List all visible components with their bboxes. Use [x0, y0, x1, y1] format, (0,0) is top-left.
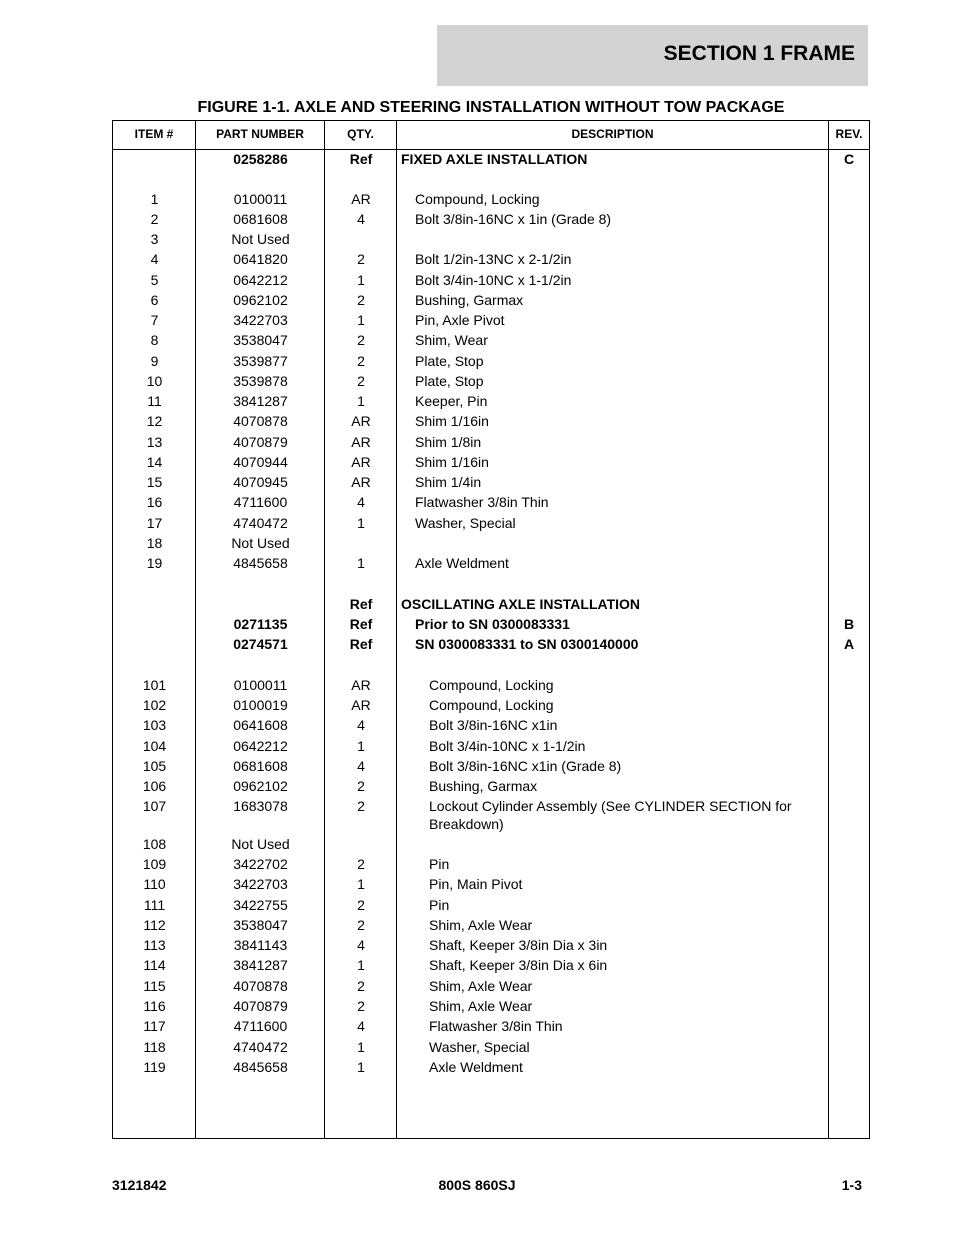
item-number-cell: 106 — [142, 778, 167, 794]
description-cell: Shim, Axle Wear — [429, 998, 533, 1014]
description-cell: Washer, Special — [429, 1039, 530, 1055]
description-cell: Prior to SN 0300083331 — [415, 616, 570, 632]
part-number-cell: 4711600 — [233, 494, 288, 510]
description-cell: Shim, Wear — [415, 332, 488, 348]
quantity-cell: 1 — [357, 876, 365, 892]
description-cell: FIXED AXLE INSTALLATION — [401, 151, 588, 167]
description-cell: Shim 1/8in — [415, 434, 482, 450]
description-cell: OSCILLATING AXLE INSTALLATION — [401, 596, 641, 612]
description-cell: Shim 1/4in — [415, 474, 482, 490]
description-cell: Shim 1/16in — [415, 413, 489, 429]
part-number-cell: 4070944 — [233, 454, 288, 470]
quantity-cell: 1 — [357, 1059, 365, 1075]
item-number-cell: 1 — [150, 191, 159, 207]
item-number-cell: 114 — [143, 957, 166, 973]
item-number-cell: 6 — [150, 292, 159, 308]
part-number-cell: 4740472 — [233, 515, 288, 531]
part-number-cell: 0258286 — [233, 151, 288, 167]
item-number-cell: 105 — [142, 758, 167, 774]
quantity-cell: AR — [351, 434, 371, 450]
part-number-cell: 0681608 — [233, 211, 288, 227]
description-cell: Plate, Stop — [415, 373, 484, 389]
item-number-cell: 3 — [150, 231, 159, 247]
item-number-cell: 15 — [146, 474, 163, 490]
quantity-cell: Ref — [349, 151, 373, 167]
header-rev: REV. — [835, 127, 863, 141]
part-number-cell: 1683078 — [233, 798, 288, 814]
description-cell: SN 0300083331 to SN 0300140000 — [415, 636, 639, 652]
item-number-cell: 116 — [143, 998, 166, 1014]
part-number-cell: 4711600 — [233, 1018, 288, 1034]
item-number-cell: 17 — [146, 515, 163, 531]
item-number-cell: 10 — [146, 373, 163, 389]
quantity-cell: 1 — [357, 555, 365, 571]
section-title: SECTION 1 FRAME — [663, 42, 855, 65]
description-cell: Pin, Axle Pivot — [415, 312, 505, 328]
part-number-cell: 0100019 — [233, 697, 288, 713]
item-number-cell: 18 — [146, 535, 163, 551]
item-number-cell: 118 — [143, 1039, 166, 1055]
header-description: DESCRIPTION — [571, 127, 654, 141]
quantity-cell: 1 — [357, 272, 365, 288]
parts-table — [112, 120, 870, 1139]
part-number-cell: 4070945 — [233, 474, 288, 490]
part-number-cell: 3538047 — [233, 332, 288, 348]
quantity-cell: 4 — [357, 937, 365, 953]
quantity-cell: 2 — [357, 998, 365, 1014]
item-number-cell: 19 — [146, 555, 163, 571]
footer-model: 800S 860SJ — [438, 1177, 516, 1193]
description-cell: Compound, Locking — [429, 677, 554, 693]
item-number-cell: 4 — [150, 251, 159, 267]
section-banner — [437, 25, 868, 86]
part-number-cell: 0274571 — [233, 636, 288, 652]
description-cell: Flatwasher 3/8in Thin — [429, 1018, 563, 1034]
quantity-cell: 2 — [357, 292, 365, 308]
part-number-cell: Not Used — [231, 836, 290, 852]
part-number-cell: 3538047 — [233, 917, 288, 933]
description-cell: Axle Weldment — [415, 555, 509, 571]
description-cell: Pin — [429, 897, 450, 913]
part-number-cell: 3539877 — [233, 353, 288, 369]
quantity-cell: 2 — [357, 251, 365, 267]
part-number-cell: 3422702 — [233, 856, 288, 872]
quantity-cell: AR — [351, 677, 371, 693]
quantity-cell: 2 — [357, 332, 365, 348]
quantity-cell: 1 — [357, 738, 365, 754]
part-number-cell: 3422755 — [233, 897, 288, 913]
part-number-cell: 0962102 — [233, 778, 288, 794]
footer-doc-number: 3121842 — [112, 1177, 167, 1193]
item-number-cell: 16 — [146, 494, 163, 510]
quantity-cell: 2 — [357, 353, 365, 369]
item-number-cell: 101 — [142, 677, 167, 693]
item-number-cell: 7 — [150, 312, 159, 328]
quantity-cell: AR — [351, 454, 371, 470]
part-number-cell: 4070879 — [233, 434, 288, 450]
quantity-cell: 4 — [357, 717, 365, 733]
item-number-cell: 119 — [143, 1059, 166, 1075]
part-number-cell: 3539878 — [233, 373, 288, 389]
description-cell: Bolt 3/4in-10NC x 1-1/2in — [415, 272, 572, 288]
quantity-cell: 4 — [357, 758, 365, 774]
description-cell: Bolt 3/4in-10NC x 1-1/2in — [429, 738, 586, 754]
revision-cell: A — [843, 636, 855, 652]
item-number-cell: 103 — [142, 717, 167, 733]
description-cell: Shim 1/16in — [415, 454, 489, 470]
item-number-cell: 13 — [146, 434, 163, 450]
item-number-cell: 110 — [143, 876, 166, 892]
quantity-cell: 2 — [357, 778, 365, 794]
quantity-cell: AR — [351, 697, 371, 713]
header-qty: QTY. — [347, 127, 374, 141]
part-number-cell: 4740472 — [233, 1039, 288, 1055]
description-cell: Shaft, Keeper 3/8in Dia x 3in — [429, 937, 608, 953]
part-number-cell: 0641820 — [233, 251, 288, 267]
part-number-cell: 4070879 — [233, 998, 288, 1014]
part-number-cell: 4845658 — [233, 1059, 288, 1075]
description-cell: Bushing, Garmax — [415, 292, 524, 308]
part-number-cell: 4070878 — [233, 978, 288, 994]
part-number-cell: 0681608 — [233, 758, 288, 774]
description-cell: Shim, Axle Wear — [429, 917, 533, 933]
item-number-cell: 8 — [150, 332, 159, 348]
quantity-cell: 2 — [357, 798, 365, 814]
item-number-cell: 113 — [143, 937, 166, 953]
description-cell: Flatwasher 3/8in Thin — [415, 494, 549, 510]
description-cell: Bolt 3/8in-16NC x1in — [429, 717, 558, 733]
item-number-cell: 111 — [143, 897, 166, 913]
description-cell: Pin, Main Pivot — [429, 876, 523, 892]
description-cell: Plate, Stop — [415, 353, 484, 369]
part-number-cell: 0642212 — [233, 738, 288, 754]
description-cell: Axle Weldment — [429, 1059, 523, 1075]
item-number-cell: 102 — [142, 697, 167, 713]
quantity-cell: AR — [351, 413, 371, 429]
quantity-cell: 2 — [357, 917, 365, 933]
item-number-cell: 11 — [147, 393, 162, 409]
quantity-cell: 4 — [357, 211, 365, 227]
quantity-cell: AR — [351, 474, 371, 490]
description-cell: Shaft, Keeper 3/8in Dia x 6in — [429, 957, 608, 973]
description-cell: Shim, Axle Wear — [429, 978, 533, 994]
part-number-cell: 3841143 — [233, 937, 288, 953]
revision-cell: C — [843, 151, 855, 167]
part-number-cell: 4845658 — [233, 555, 288, 571]
header-part-number: PART NUMBER — [216, 127, 304, 141]
item-number-cell: 104 — [142, 738, 167, 754]
part-number-cell: 4070878 — [233, 413, 288, 429]
quantity-cell: 1 — [357, 393, 365, 409]
part-number-cell: Not Used — [231, 535, 290, 551]
part-number-cell: 0100011 — [233, 677, 288, 693]
quantity-cell: AR — [351, 191, 371, 207]
description-cell: Bolt 3/8in-16NC x1in (Grade 8) — [429, 758, 622, 774]
item-number-cell: 12 — [146, 413, 163, 429]
description-cell: Compound, Locking — [415, 191, 540, 207]
quantity-cell: 4 — [357, 494, 365, 510]
item-number-cell: 112 — [143, 917, 166, 933]
footer-page-number: 1-3 — [841, 1177, 862, 1193]
quantity-cell: 1 — [357, 515, 365, 531]
item-number-cell: 108 — [142, 836, 167, 852]
item-number-cell: 9 — [150, 353, 159, 369]
quantity-cell: 1 — [357, 1039, 365, 1055]
description-cell: Bushing, Garmax — [429, 778, 538, 794]
item-number-cell: 5 — [150, 272, 159, 288]
part-number-cell: 3841287 — [233, 393, 288, 409]
part-number-cell: 0962102 — [233, 292, 288, 308]
quantity-cell: 2 — [357, 897, 365, 913]
item-number-cell: 2 — [150, 211, 159, 227]
part-number-cell: 0641608 — [233, 717, 288, 733]
description-cell: Pin — [429, 856, 450, 872]
quantity-cell: 2 — [357, 373, 365, 389]
description-cell: Washer, Special — [415, 515, 516, 531]
part-number-cell: 3422703 — [233, 876, 288, 892]
item-number-cell: 109 — [142, 856, 167, 872]
revision-cell: B — [843, 616, 855, 632]
figure-title: FIGURE 1-1. AXLE AND STEERING INSTALLATION WITHOUT TOW PACKAGE — [197, 99, 785, 116]
item-number-cell: 107 — [142, 798, 167, 814]
part-number-cell: 0642212 — [233, 272, 288, 288]
description-cell: Lockout Cylinder Assembly (See CYLINDER SECTION for Breakdown) — [429, 798, 792, 832]
quantity-cell: Ref — [349, 596, 373, 612]
quantity-cell: Ref — [349, 616, 373, 632]
quantity-cell: 1 — [357, 312, 365, 328]
description-cell: Bolt 3/8in-16NC x 1in (Grade 8) — [415, 211, 612, 227]
description-cell: Bolt 1/2in-13NC x 2-1/2in — [415, 251, 572, 267]
quantity-cell: 2 — [357, 978, 365, 994]
quantity-cell: Ref — [349, 636, 373, 652]
item-number-cell: 115 — [143, 978, 166, 994]
quantity-cell: 1 — [357, 957, 365, 973]
quantity-cell: 4 — [357, 1018, 365, 1034]
item-number-cell: 14 — [146, 454, 163, 470]
quantity-cell: 2 — [357, 856, 365, 872]
description-cell: Compound, Locking — [429, 697, 554, 713]
part-number-cell: Not Used — [231, 231, 290, 247]
item-number-cell: 117 — [143, 1018, 166, 1034]
part-number-cell: 0100011 — [233, 191, 288, 207]
description-cell: Keeper, Pin — [415, 393, 488, 409]
part-number-cell: 3422703 — [233, 312, 288, 328]
part-number-cell: 0271135 — [233, 616, 288, 632]
header-item: ITEM # — [134, 127, 174, 141]
part-number-cell: 3841287 — [233, 957, 288, 973]
table-header — [113, 121, 869, 150]
